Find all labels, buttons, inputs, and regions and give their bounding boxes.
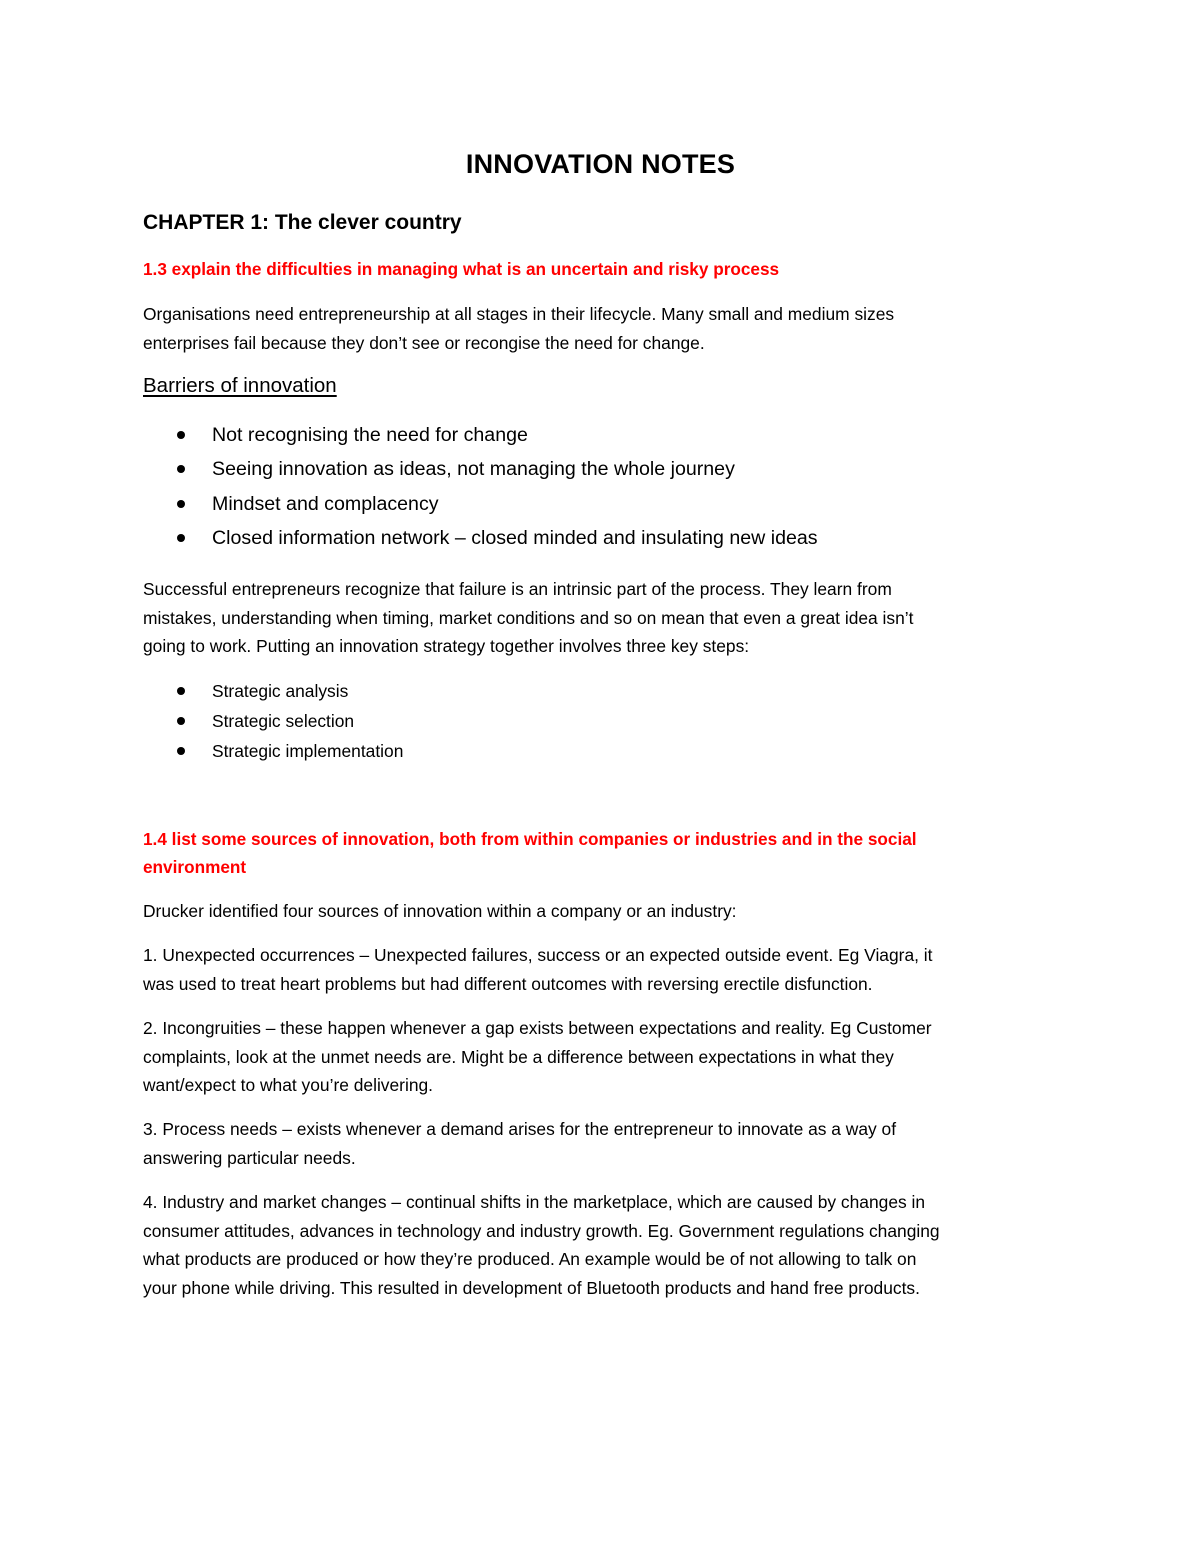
source-3-paragraph — [143, 1115, 1058, 1172]
chapter-heading — [143, 203, 462, 243]
question-1-4 — [143, 825, 1043, 881]
source-line: was used to treat heart problems but had different outcomes with reversing erectile disfunction. — [143, 973, 873, 994]
bullet-icon — [177, 687, 185, 695]
chapter-title: : The clever country — [262, 211, 462, 234]
success-paragraph — [143, 575, 1058, 661]
bullet-icon — [177, 431, 185, 439]
source-line: what products are produced or how they’re produced. An example would be of not allowing to talk on — [143, 1249, 917, 1269]
list-item — [143, 452, 818, 486]
chapter-label: CHAPTER 1 — [143, 211, 263, 234]
step-text: Strategic implementation — [212, 740, 404, 761]
source-line: your phone while driving. This resulted in development of Bluetooth products and hand free products. — [143, 1277, 920, 1298]
barrier-text: Not recognising the need for change — [212, 424, 528, 446]
bullet-icon — [177, 465, 185, 473]
source-line: 2. Incongruities – these happen whenever a gap exists between expectations and reality. Eg Customer — [143, 1018, 932, 1038]
page-title: INNOVATION NOTES — [465, 149, 736, 179]
steps-list — [143, 676, 403, 765]
source-4-paragraph — [143, 1188, 1058, 1302]
source-line: 1. Unexpected occurrences – Unexpected failures, success or an expected outside event. Eg Viagra, it — [143, 945, 933, 965]
bullet-icon — [177, 717, 185, 725]
intro-line: enterprises fail because they don’t see or recongise the need for change. — [143, 332, 705, 353]
success-line: mistakes, understanding when timing, market conditions and so on mean that even a great idea isn’t — [143, 607, 914, 628]
barriers-list — [143, 418, 818, 555]
success-line: Successful entrepreneurs recognize that failure is an intrinsic part of the process. They learn from — [143, 579, 892, 599]
source-1-paragraph — [143, 941, 1058, 998]
drucker-intro: Drucker identified four sources of innovation within a company or an industry: — [143, 901, 737, 921]
source-line: consumer attitudes, advances in technology and industry growth. Eg. Government regulations changing — [143, 1220, 940, 1241]
list-item — [143, 487, 818, 521]
list-item — [143, 418, 818, 452]
bullet-icon — [177, 500, 185, 508]
intro-line: Organisations need entrepreneurship at all stages in their lifecycle. Many small and medium sizes — [143, 304, 895, 324]
source-line: answering particular needs. — [143, 1147, 356, 1168]
barriers-heading: Barriers of innovation — [143, 374, 337, 397]
step-text: Strategic selection — [212, 710, 355, 731]
source-line: 3. Process needs – exists whenever a demand arises for the entrepreneur to innovate as a way of — [143, 1119, 897, 1139]
bullet-icon — [177, 534, 185, 542]
list-item — [143, 676, 403, 706]
source-line: want/expect to what you’re delivering. — [143, 1075, 434, 1095]
question-line: environment — [143, 857, 247, 877]
question-line: 1.4 list some sources of innovation, both from within companies or industries and in the social — [143, 829, 917, 849]
bullet-icon — [177, 747, 185, 755]
source-line: 4. Industry and market changes – continual shifts in the marketplace, which are caused by changes in — [143, 1192, 926, 1212]
list-item — [143, 706, 403, 736]
success-line: going to work. Putting an innovation strategy together involves three key steps: — [143, 636, 750, 656]
source-2-paragraph — [143, 1014, 1058, 1100]
list-item — [143, 521, 818, 555]
barrier-text: Closed information network – closed minded and insulating new ideas — [212, 526, 818, 549]
question-1-3: 1.3 explain the difficulties in managing what is an uncertain and risky process — [143, 259, 780, 279]
list-item — [143, 736, 403, 766]
step-text: Strategic analysis — [212, 681, 349, 701]
barrier-text: Mindset and complacency — [212, 492, 439, 515]
source-line: complaints, look at the unmet needs are. Might be a difference between expectations in what they — [143, 1046, 894, 1067]
intro-paragraph — [143, 300, 1058, 357]
barrier-text: Seeing innovation as ideas, not managing the whole journey — [212, 458, 735, 481]
